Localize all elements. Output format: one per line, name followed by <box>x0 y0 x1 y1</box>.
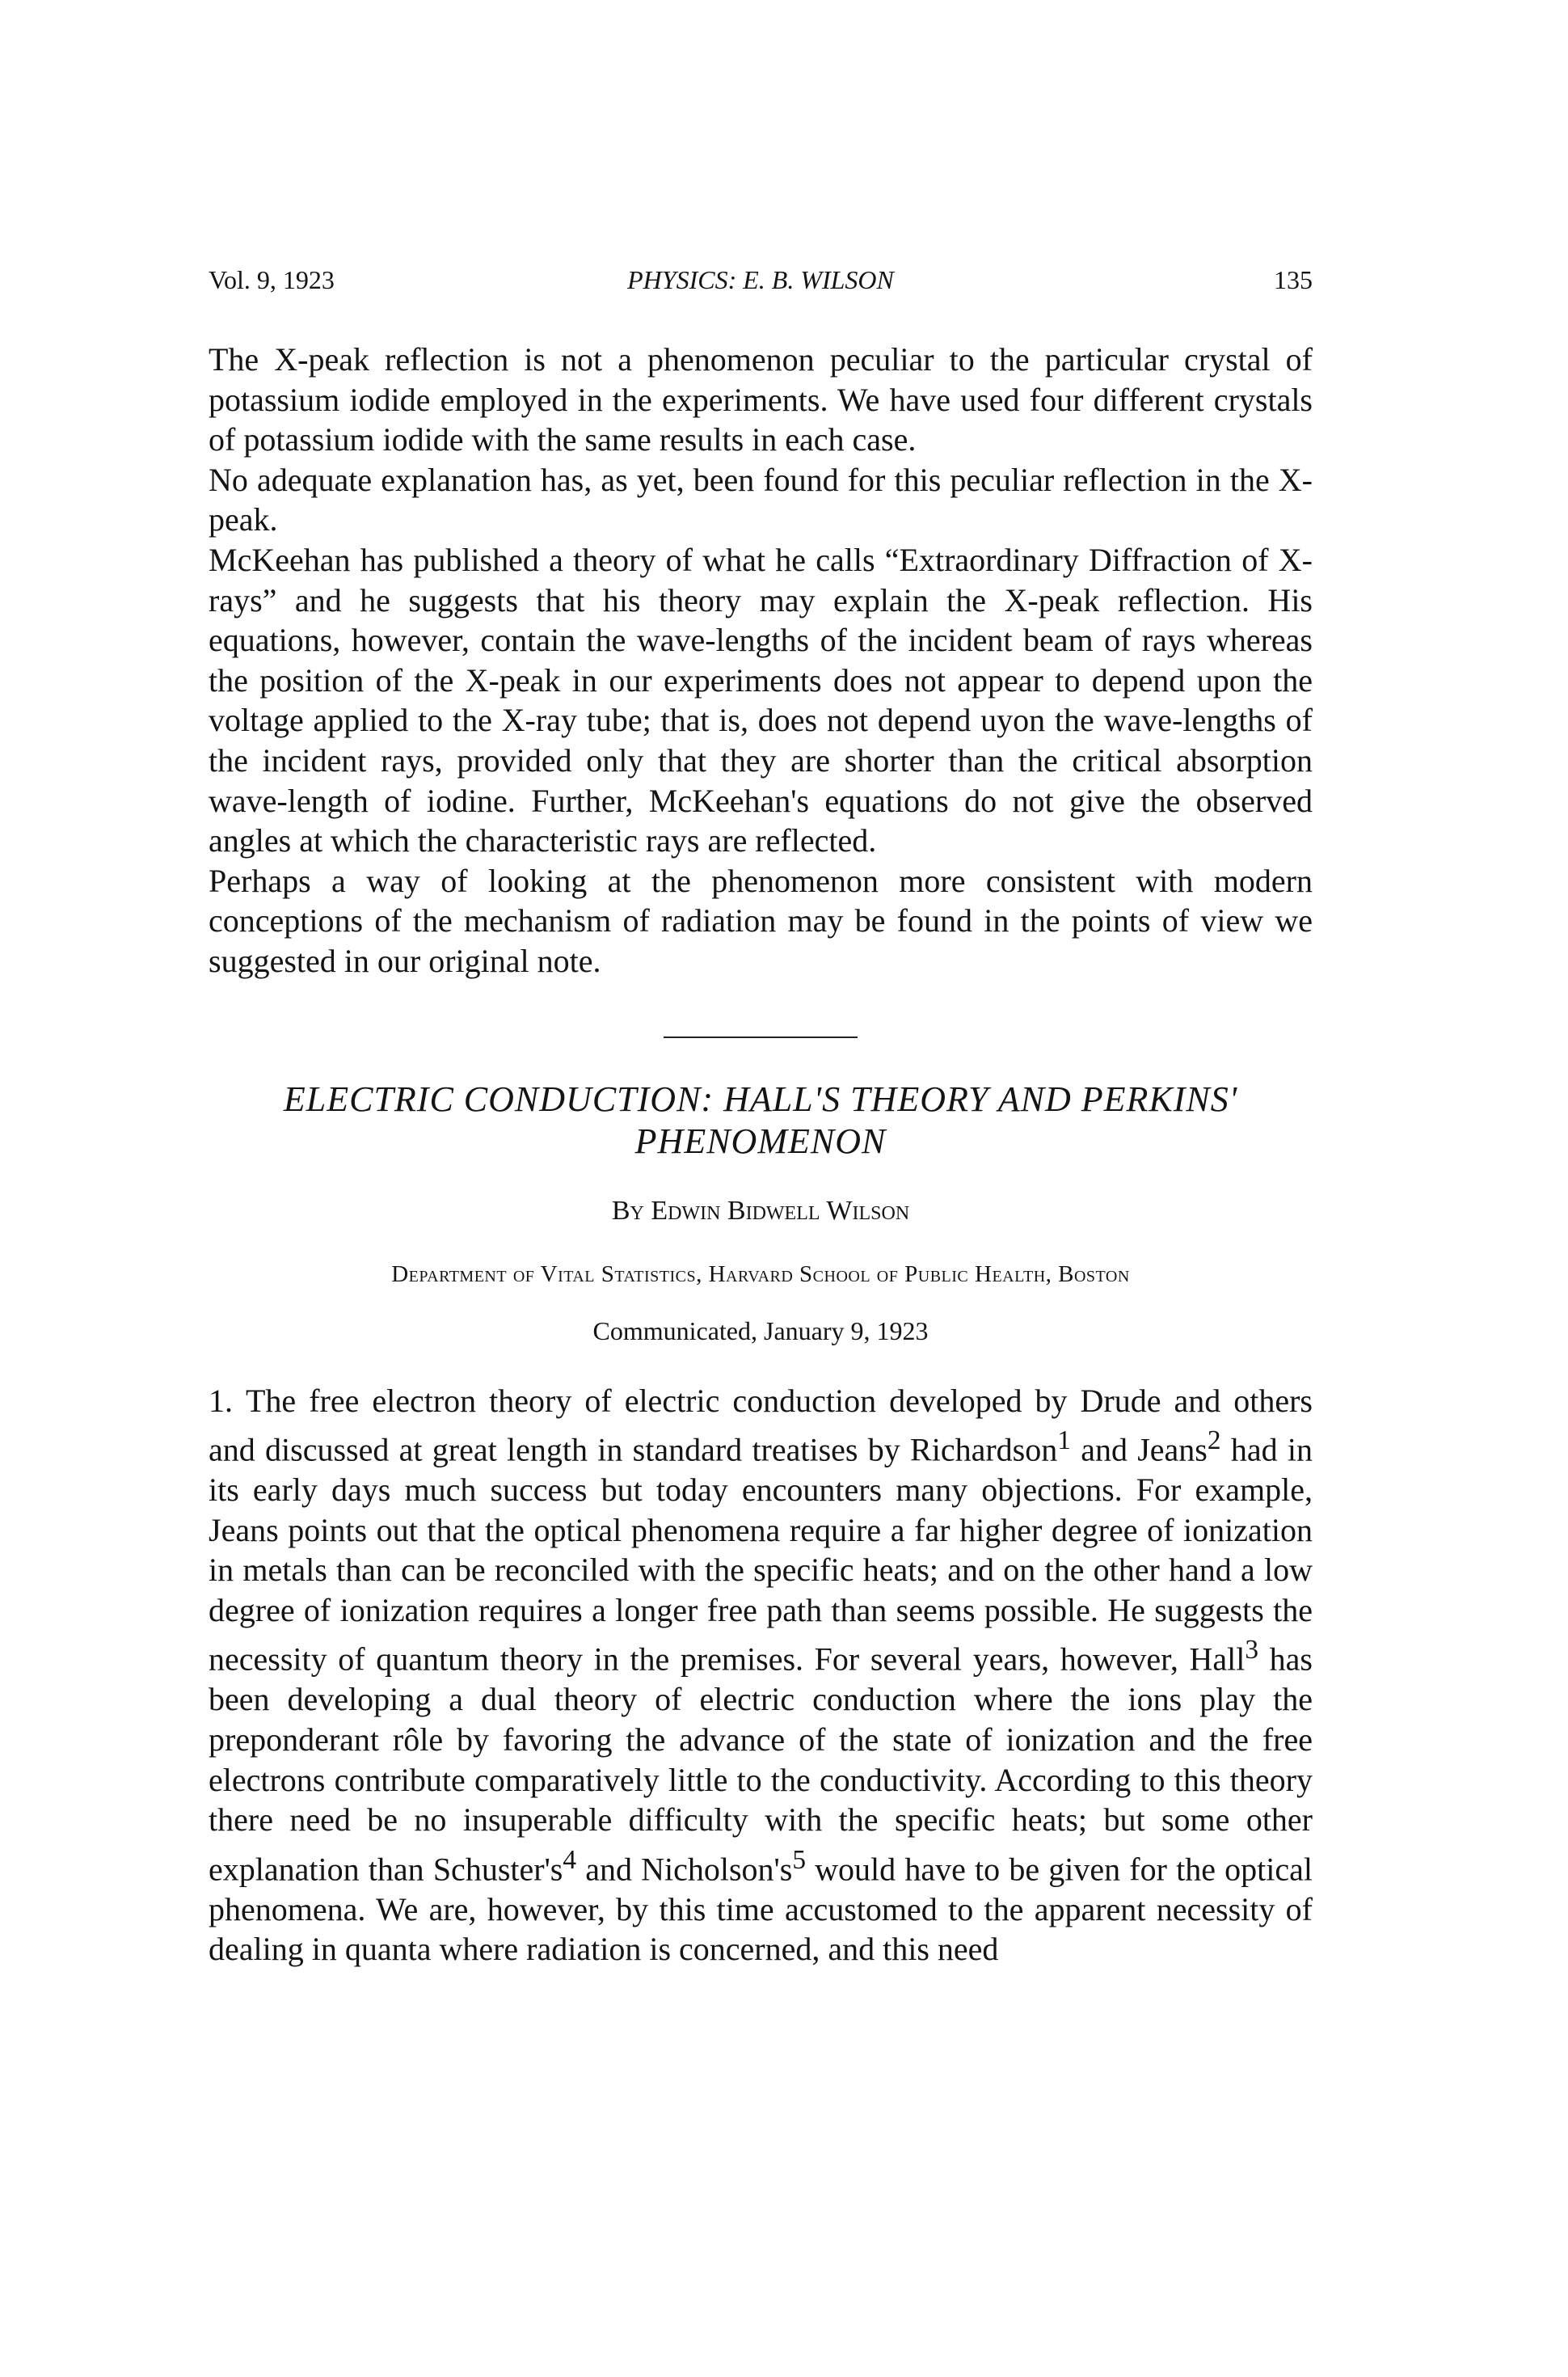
article-title-line: ELECTRIC CONDUCTION: HALL'S THEORY AND PERKINS' <box>283 1079 1238 1119</box>
section-number: 1. <box>209 1382 233 1419</box>
article-body <box>209 1381 1313 1970</box>
footnote-ref: 4 <box>563 1844 577 1875</box>
article-title <box>209 1079 1313 1163</box>
paragraph: Perhaps a way of looking at the phenomenon more consistent with modern conceptions of the mechanism of radiation may be found in the points of view we suggested in our original note. <box>209 862 1313 979</box>
page-number: 135 <box>1274 265 1313 294</box>
author-byline: By Edwin Bidwell Wilson <box>611 1195 910 1226</box>
text-run: had in its early days much success but today encounters many objections. For example, Jeans points out that the optical phenomena require a far higher degree of ionization in metals than can be reconciled with the specific heats; and on the other hand a low degree of ionization requires a longer free path than seems possible. He suggests the necessity of quantum theory in the premises. For several years, however, Hall <box>209 1431 1313 1678</box>
footnote-ref: 3 <box>1245 1635 1259 1666</box>
journal-page <box>209 260 1313 1970</box>
paragraph: McKeehan has published a theory of what he calls “Extraordinary Diffraction of X-rays” and he suggests that his theory may explain the X-peak reflection. His equations, however, contain the wave-lengths of the incident beam of rays whereas the position of the X-peak in our experiments does not appear to depend upon the voltage applied to the X-ray tube; that is, does not depend uyon the wave-lengths of the incident rays, provided only that they are shorter than the critical absorption wave-length of iodine. Further, McKeehan's equations do not give the observed angles at which the characteristic rays are reflected. <box>209 541 1313 859</box>
footnote-ref: 1 <box>1057 1425 1071 1456</box>
paragraph: No adequate explanation has, as yet, been found for this peculiar reflection in the X-peak. <box>209 461 1313 538</box>
footnote-ref: 2 <box>1207 1425 1221 1456</box>
running-title: PHYSICS: E. B. WILSON <box>627 265 894 294</box>
section-divider <box>664 1037 858 1038</box>
running-head <box>209 260 1313 299</box>
paragraph <box>209 1381 1313 1970</box>
text-run: and Jeans <box>1070 1431 1208 1468</box>
author-affiliation: Department of Vital Statistics, Harvard School of Public Health, Boston <box>391 1260 1130 1287</box>
volume-year: Vol. 9, 1923 <box>209 265 335 294</box>
text-run: The free electron theory of electric conduction developed by Drude and others and discussed at great length in standard treatises by Richardson <box>209 1382 1313 1468</box>
previous-article-conclusion <box>209 340 1313 982</box>
text-run: has been developing a dual theory of electric conduction where the ions play the preponderant rôle by favoring the advance of the state of ionization and the free electrons contribute comparatively little to the conductivity. According to this theory there need be no insuperable difficulty with the specific heats; but some other explanation than Schuster's <box>209 1640 1313 1888</box>
article-title-line: PHENOMENON <box>634 1121 887 1161</box>
footnote-ref: 5 <box>792 1844 806 1875</box>
text-run: would have to be given for the optical phenomena. We are, however, by this time accustomed to the apparent necessity of dealing in quanta where radiation is concerned, and this need <box>209 1851 1313 1968</box>
text-run: and Nicholson's <box>576 1851 793 1888</box>
communicated-date: Communicated, January 9, 1923 <box>592 1315 929 1345</box>
paragraph: The X-peak reflection is not a phenomenon peculiar to the particular crystal of potassium iodide employed in the experiments. We have used four different crystals of potassium iodide with the same results in each case. <box>209 341 1313 458</box>
